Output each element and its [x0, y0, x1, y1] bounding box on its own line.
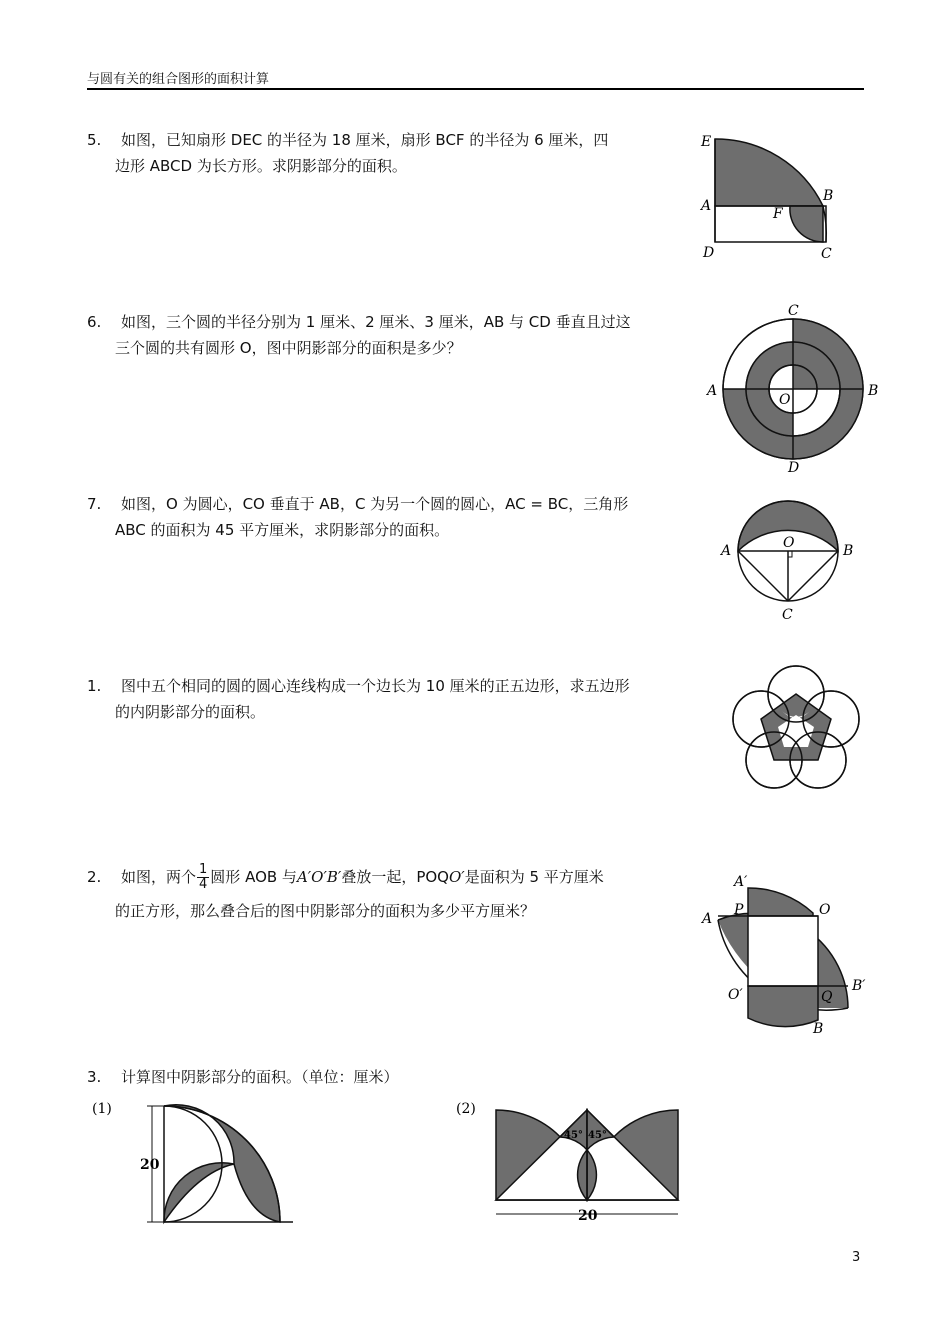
label-c: C	[788, 303, 799, 319]
problem-text: A′O′B′	[296, 868, 342, 886]
problem-text: 图中五个相同的圆的圆心连线构成一个边长为 10 厘米的正五边形，求五边形	[121, 677, 630, 695]
label-c: C	[782, 607, 793, 623]
figure-2	[700, 868, 880, 1038]
dimension-20: 20	[578, 1208, 598, 1224]
label-o: O	[779, 392, 791, 408]
problem-7	[87, 491, 628, 543]
figure-7	[718, 495, 868, 625]
label-o-prime: O′	[728, 987, 743, 1003]
angle-label-left: 45°	[564, 1130, 583, 1141]
label-q: Q	[821, 989, 833, 1005]
label-a-prime: A′	[734, 874, 748, 890]
label-b: B	[823, 188, 834, 204]
figure-6	[705, 300, 880, 475]
angle-label-right: 45°	[588, 1130, 607, 1141]
label-b: B	[868, 383, 879, 399]
problem-text: 的正方形，那么叠合后的图中阴影部分的面积为多少平方厘米？	[115, 902, 536, 920]
problem-text: 圆形 AOB 与	[210, 868, 297, 886]
label-d: D	[703, 245, 715, 261]
problem-number: 3.	[87, 1068, 102, 1086]
tag-1: (1)	[92, 1101, 112, 1117]
small-sector-shade	[790, 206, 823, 242]
problem-text: O′	[448, 868, 465, 886]
page-header: 与圆有关的组合图形的面积计算	[87, 72, 270, 87]
label-p: P	[734, 902, 744, 918]
problem-3	[87, 1064, 399, 1090]
label-a: A	[721, 543, 732, 559]
fraction	[197, 863, 209, 892]
tag-2: (2)	[456, 1101, 476, 1117]
problem-text: 如图，O 为圆心，CO 垂直于 AB，C 为另一个圆的圆心，AC = BC，三角形	[121, 495, 629, 513]
problem-text: 三个圆的共有圆形 O，图中阴影部分的面积是多少？	[115, 339, 462, 357]
figure-3-1	[88, 1096, 318, 1238]
label-f: F	[773, 206, 783, 222]
problem-text: 边形 ABCD 为长方形。求阴影部分的面积。	[115, 157, 407, 175]
label-e: E	[701, 134, 712, 150]
problem-text: 如图，两个	[121, 868, 197, 886]
label-d: D	[788, 460, 800, 475]
label-a: A	[701, 198, 712, 214]
label-o: O	[783, 535, 795, 551]
problem-number: 1.	[87, 677, 102, 695]
figure-3-2	[452, 1096, 692, 1226]
figure-1	[728, 665, 864, 791]
label-b: B	[813, 1021, 824, 1037]
problem-text: ABC 的面积为 45 平方厘米，求阴影部分的面积。	[115, 521, 450, 539]
problem-text: 如图，三个圆的半径分别为 1 厘米、2 厘米、3 厘米，AB 与 CD 垂直且过这	[121, 313, 631, 331]
label-o: O	[819, 902, 831, 918]
problem-1	[87, 673, 630, 725]
problem-5	[87, 127, 608, 179]
fraction-numerator: 1	[199, 862, 208, 877]
problem-number: 6.	[87, 313, 102, 331]
dimension-20: 20	[140, 1157, 160, 1173]
problem-text: 如图，已知扇形 DEC 的半径为 18 厘米，扇形 BCF 的半径为 6 厘米，四	[121, 131, 609, 149]
page-number: 3	[852, 1250, 861, 1265]
problem-6	[87, 309, 631, 361]
problem-number: 2.	[87, 868, 102, 886]
problem-text: 的内阴影部分的面积。	[115, 703, 266, 721]
quarter-sector-shade	[715, 139, 823, 206]
label-b-prime: B′	[852, 978, 866, 994]
fraction-denominator: 4	[199, 877, 208, 892]
figure-5	[695, 128, 845, 268]
problem-text: 是面积为 5 平方厘米	[464, 868, 604, 886]
label-a: A	[707, 383, 718, 399]
problem-number: 5.	[87, 131, 102, 149]
label-a: A	[702, 911, 713, 927]
header-rule	[87, 88, 864, 90]
label-c: C	[821, 246, 832, 262]
label-b: B	[843, 543, 854, 559]
problem-2	[87, 858, 604, 924]
square-poqo	[748, 916, 818, 986]
problem-number: 7.	[87, 495, 102, 513]
shade-leaf	[164, 1163, 234, 1222]
problem-text: 叠放一起，POQ	[341, 868, 449, 886]
problem-text: 计算图中阴影部分的面积。（单位：厘米）	[121, 1068, 399, 1086]
